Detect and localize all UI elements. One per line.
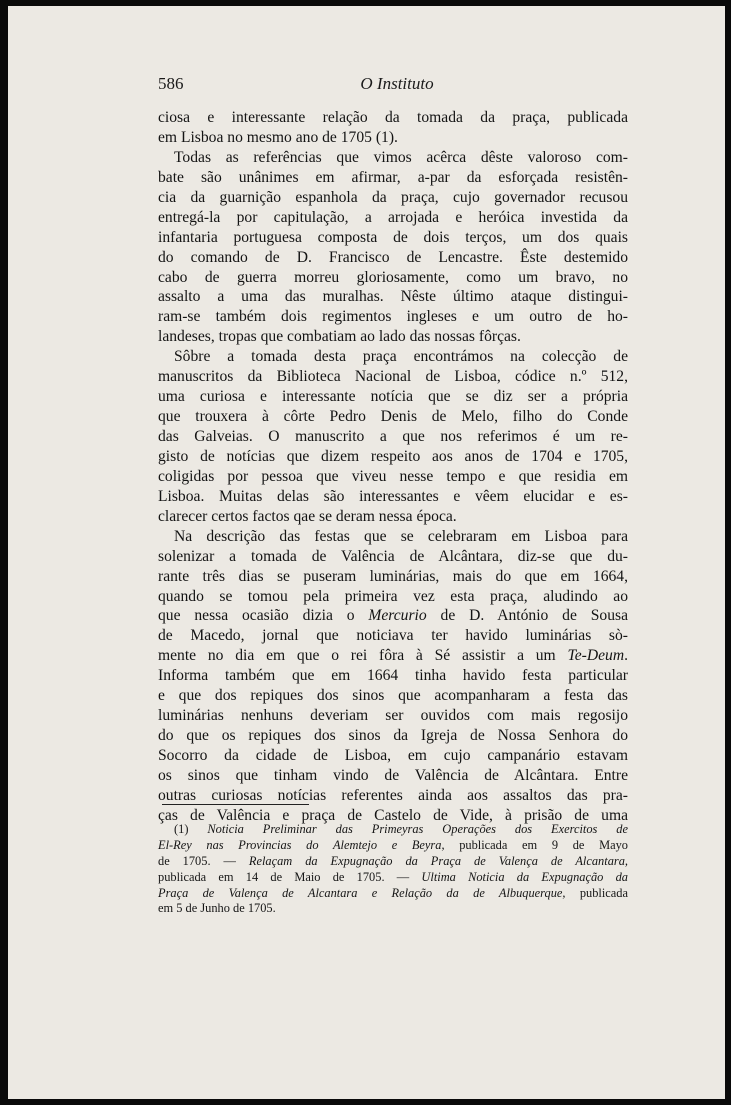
text-line: de Macedo, jornal que noticiava ter havido luminárias sò- <box>158 627 628 645</box>
text-line: cia da guarnição espanhola da praça, cujo governador recusou <box>158 188 628 206</box>
text-line: ram-se também dois regimentos ingleses e um outro de ho- <box>158 308 628 326</box>
text-line: luminárias nenhuns deveriam ser ouvidos com mais regosijo <box>158 707 628 725</box>
text-line: outras curiosas notícias referentes ainda aos assaltos das pra- <box>158 786 628 804</box>
text-line: cabo de guerra morreu gloriosamente, como um bravo, no <box>158 268 628 286</box>
text-line: gisto de notícias que dizem respeito aos anos de 1704 e 1705, <box>158 447 628 465</box>
text-line: quando se tomou pela primeira vez esta praça, aludindo ao <box>158 587 628 605</box>
text-line: mente no dia em que o rei fôra à Sé assistir a um Te-Deum. <box>158 647 628 665</box>
text-line: entregá-la por capitulação, a arrojada e heróica investida da <box>158 208 628 226</box>
text-line: manuscritos da Biblioteca Nacional de Lisboa, códice n.º 512, <box>158 368 628 386</box>
text-line: os sinos que tinham vindo de Valência de Alcântara. Entre <box>158 766 628 784</box>
text-line: em Lisboa no mesmo ano de 1705 (1). <box>158 128 398 146</box>
text-line: rante três dias se puseram luminárias, mais do que em 1664, <box>158 567 628 585</box>
text-line: que trouxera à côrte Pedro Denis de Melo, filho do Conde <box>158 408 628 426</box>
footnote-line: Praça de Valença de Alcantara e Relação da de Albuquerque, publicada <box>158 885 628 900</box>
text-line: Sôbre a tomada desta praça encontrámos na colecção de <box>174 348 628 366</box>
body-text <box>158 108 628 826</box>
page-number: 586 <box>158 74 184 93</box>
text-line: Lisboa. Muitas delas são interessantes e vêem elucidar e es- <box>158 487 628 505</box>
footnote-divider <box>162 804 309 805</box>
text-line: das Galveias. O manuscrito a que nos referimos é um re- <box>158 428 628 445</box>
footnote-line: (1) Noticia Preliminar das Primeyras Operações dos Exercitos de <box>174 822 628 836</box>
text-line: bate são unânimes em afirmar, a-par da esforçada resistên- <box>158 168 628 186</box>
text-line: infantaria portuguesa composta de dois terços, um dos quais <box>158 228 628 246</box>
footnote-line: publicada em 14 de Maio de 1705. — Ultima Noticia da Expugnação da <box>158 869 628 884</box>
text-line: Socorro da cidade de Lisboa, em cujo campanário estavam <box>158 747 628 764</box>
footnote-line: em 5 de Junho de 1705. <box>158 901 276 916</box>
text-line: Todas as referências que vimos acêrca dêste valoroso com- <box>174 148 628 166</box>
text-line: solenizar a tomada de Valência de Alcântara, diz-se que du- <box>158 547 628 565</box>
text-line: do comando de D. Francisco de Lencastre. Êste destemido <box>158 248 628 266</box>
text-line: ças de Valência e praça de Castelo de Vide, à prisão de uma <box>158 806 628 824</box>
text-line: assalto a uma das muralhas. Nêste último ataque distingui- <box>158 288 628 306</box>
running-title: O Instituto <box>360 74 434 93</box>
text-line: uma curiosa e interessante notícia que se diz ser a própria <box>158 388 628 406</box>
footnote-line: El-Rey nas Provincias do Alemtejo e Beyra, publicada em 9 de Mayo <box>158 837 628 852</box>
text-line: Na descrição das festas que se celebraram em Lisboa para <box>174 527 628 545</box>
footnote <box>158 822 628 917</box>
text-line: do que os repiques dos sinos da Igreja de Nossa Senhora do <box>158 727 628 745</box>
text-line: e que dos repiques dos sinos que acompanharam a festa das <box>158 687 628 705</box>
text-line: coligidas por pessoa que viveu nesse tempo e que residia em <box>158 467 628 485</box>
text-line: Informa também que em 1664 tinha havido festa particular <box>158 667 628 685</box>
footnote-line: de 1705. — Relaçam da Expugnação da Praça de Valença de Alcantara, <box>158 853 628 868</box>
text-line: que nessa ocasião dizia o Mercurio de D. António de Sousa <box>158 607 628 625</box>
text-line: clarecer certos factos qae se deram nessa época. <box>158 507 457 525</box>
text-line: landeses, tropas que combatiam ao lado das nossas fôrças. <box>158 328 521 346</box>
text-line: ciosa e interessante relação da tomada da praça, publicada <box>158 109 628 126</box>
page-header <box>158 74 636 96</box>
